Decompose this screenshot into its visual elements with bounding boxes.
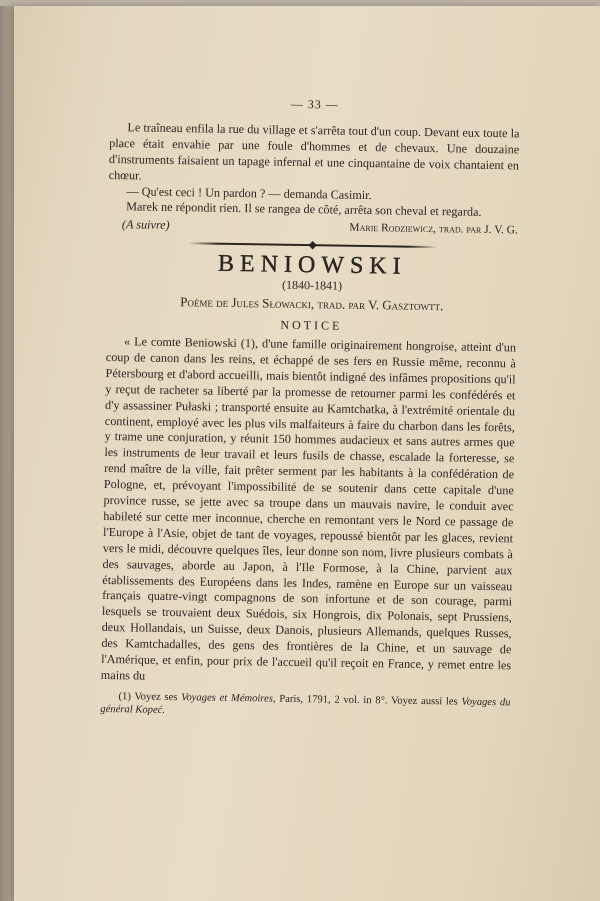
footnote-work-title: Voyages et Mémoires	[181, 692, 273, 705]
to-be-continued: (A suivre)	[121, 217, 170, 233]
footnote	[100, 690, 510, 723]
footnote-details: , Paris, 1791, 2 vol. in 8°. Voyez aussi les	[272, 693, 458, 708]
notice-text: « Le comte Beniowski (1), d'une famille originairement hongroise, atteint d'un coup de canon dans les reins, et échappé de ses fers en Russie même, reconnu à Pétersbourg et d'abord accueilli, mais bientôt indigné des infâmes propositions qu'il y reçut de racheter sa liberté par la promesse de retourner parmi les confédérés et d'y assassiner Pułaski ; transporté ensuite au Kamtchatka, à l'extrémité orientale du continent, employé avec les plus vils malfaiteurs à faire du charbon dans les forêts, y trame une conjuration, y réunit 150 hommes audacieux et sans autres armes que les instruments de leur travail et leurs fusils de chasse, escalade la forteresse, se rend maître de la ville, fait prêter serment par les habitants à la confédération de Pologne, et, prévoyant l'impossibilité de se soutenir dans cette capitale d'une province russe, se jette avec sa troupe dans un mauvais navire, le conduit avec habileté sur cette mer inconnue, cherche en remontant vers le Nord ce passage de l'Europe à l'Asie, objet de tant de voyages, repoussé bientôt par les glaces, revient vers le midi, découvre quelques îles, leur donne son nom, livre plusieurs combats à des sauvages, aborde au Japon, à l'Ile Formose, à la Chine, parvient aux établissements des Européens dans les Indes, ramène en Europe sur un vaisseau français quatre-vingt compagnons de son infortune et de son courage, parmi lesquels se trouvaient deux Suédois, six Hongrois, dix Polonais, sept Prussiens, deux Hollandais, un Suisse, deux Danois, plusieurs Allemands, quelques Russes, des Kamtchadalles, des gens des frontières de la Chine, et un sauvage de l'Amérique, et enfin, pour prix de l'accueil qu'il reçoit en France, y remet entre les mains du	[100, 334, 517, 683]
divider-ornament	[308, 241, 316, 249]
section-title: BENIOWSKI	[217, 250, 407, 280]
page-number: — 33 —	[290, 96, 339, 112]
story-paragraph-3: Marek ne répondit rien. Il se rangea de côté, arrêta son cheval et regarda.	[126, 199, 482, 220]
page-content	[100, 94, 520, 723]
section-divider	[188, 240, 438, 250]
footnote-second-title: Voyages du général Kopeć.	[100, 696, 511, 717]
story-paragraph-2: — Qu'est ceci ! Un pardon ? — demanda Casimir.	[126, 183, 372, 202]
story-paragraph-1: Le traîneau enfila la rue du village et s'arrêta tout d'un coup. Devant eux toute la place était envahie par une foule d'hommes et de chevaux. Une douzaine d'instruments faisaient un tapage infernal et une cinquantaine de voix chantaient en chœur.	[108, 120, 520, 183]
footnote-marker: (1) Voyez ses	[118, 691, 178, 704]
author-signature: Marie Rodziewicz, trad. par J. V. G.	[349, 222, 518, 237]
section-dates: (1840-1841)	[281, 277, 343, 293]
section-subtitle: Poème de Jules Słowacki, trad. par V. Gasztowtt.	[180, 294, 444, 314]
notice-heading: NOTICE	[280, 317, 343, 333]
book-page	[14, 6, 600, 901]
